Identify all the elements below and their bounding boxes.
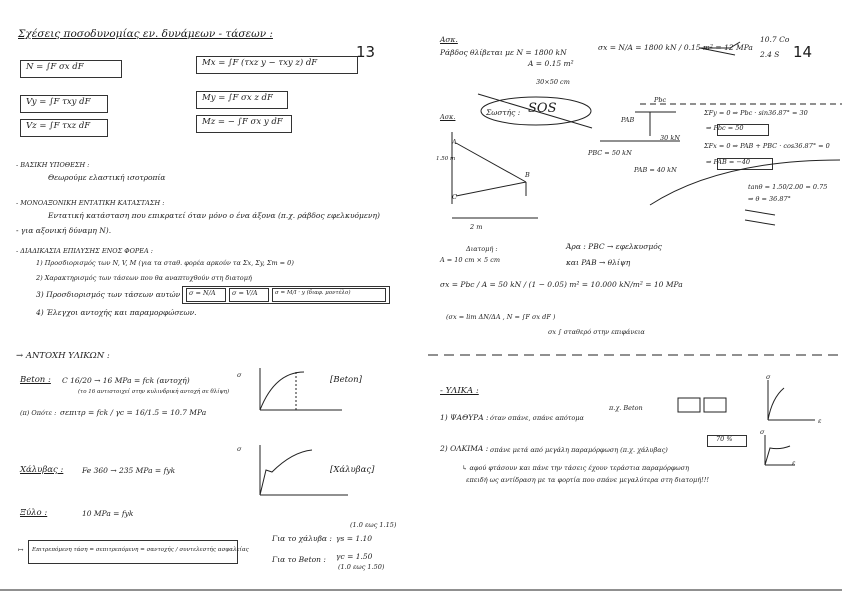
- dim-height: 1.50 m: [436, 156, 456, 162]
- pab-label: PAB: [621, 116, 635, 124]
- force-w-label: 30 kN: [660, 134, 680, 142]
- separator-curve: [650, 160, 840, 205]
- uniaxial-text-2: - για αξονική δύναμη Ν).: [16, 226, 112, 235]
- right-arrows: [745, 210, 775, 225]
- wood-label: Ξύλο :: [20, 508, 48, 518]
- rod-stress-eq: σx = N/A = 1800 kN / 0.15 m² = 12 MPa: [598, 43, 753, 52]
- allowable-arrow: ↦: [18, 546, 24, 554]
- uniaxial-text-1: Εντατική κατάσταση που επικρατεί όταν μόνο ο ένα άξονα (π.χ. ράβδος εφελκυόμενη): [48, 211, 380, 220]
- rod-arrow: [700, 42, 740, 55]
- safety-formula: σεπιτρ = fck / γc = 16/1.5 = 10.7 MPa: [60, 408, 207, 417]
- allowable-stress: Επιτρεπόμενη τάση = σεπιτρεπόμενη = σαντοχής / συντελεστής ασφαλείας: [32, 547, 249, 553]
- steel-text: Fe 360 → 235 MPa = fyk: [82, 466, 176, 475]
- stress-bending: σ = M/I · y (διαφ. μοντέλο): [275, 290, 351, 296]
- chart2-curve: [260, 450, 312, 495]
- stress-axial: σ = N/A: [189, 289, 216, 297]
- section-text: A = 10 cm × 5 cm: [440, 256, 500, 264]
- tan-eq: tanθ = 1.50/2.00 = 0.75: [748, 183, 828, 191]
- result-tension: Άρα : PBC → εφελκυσμός: [566, 242, 662, 251]
- procedure-step-4: 4) Έλεγχοι αντοχής και παραμορφώσεων.: [36, 308, 197, 317]
- node-b-label: B: [525, 171, 530, 179]
- safety-label: (π) Οπότε :: [20, 409, 57, 417]
- resistance-title: → ΑΝΤΟΧΗ ΥΛΙΚΩΝ :: [16, 351, 110, 361]
- page-number-right: 14: [793, 43, 813, 61]
- chart2-tag: [Χάλυβας]: [330, 465, 375, 475]
- dim-width: 2 m: [470, 223, 483, 231]
- rod-result-2: 2.4 S: [760, 50, 780, 59]
- page-number-left: 13: [356, 43, 376, 61]
- steel-range: (1.0 εως 1.15): [350, 521, 397, 529]
- brittle-text: όταν σπάνε, σπάνε απότομα: [490, 414, 584, 422]
- ductile-chart-y: σ: [760, 428, 765, 436]
- brittle-rect-2: [704, 398, 726, 412]
- ductile-tag: 70 %: [716, 435, 733, 443]
- procedure-step-2: 2) Χαρακτηρισμός των τάσεων που θα αναπτυχθούν στη διατομή: [36, 274, 252, 282]
- procedure-step-1: 1) Προσδιορισμός των N, V, M (για τα σταθ. φορέα αρκούν τα Σx, Σy, Σm = 0): [36, 259, 294, 267]
- force-pab: PAB = 40 kN: [634, 166, 677, 174]
- eq-sum-fy: ΣFy = 0 ⇒ Pbc · sin36.87° = 30: [704, 109, 808, 117]
- concrete-label: Beton :: [20, 375, 51, 385]
- ductile-chart-x: ε: [792, 459, 796, 467]
- rod-text: Ράβδος θλίβεται με N = 1800 kN: [440, 48, 567, 57]
- brittle-chart-x: ε: [818, 417, 822, 425]
- steel-label: Χάλυβας :: [20, 465, 64, 475]
- rod-dims: 30×50 cm: [536, 78, 570, 86]
- procedure-title: - ΔΙΑΔΙΚΑΣΙΑ ΕΠΙΛΥΣΗΣ ΕΝΟΣ ΦΟΡΕΑ :: [16, 247, 153, 255]
- sos-label: Σωστής :: [486, 108, 521, 117]
- brittle-label: 1) ΨΑΘΥΡΑ :: [440, 413, 489, 422]
- chart1-ylabel: σ: [237, 371, 242, 379]
- result-compression: και PAB → θλίψη: [566, 258, 631, 267]
- formula-vz: Vz = ∫F τxz dF: [26, 121, 91, 131]
- node-c-label: C: [452, 193, 457, 201]
- formula-n: N = ∫F σx dF: [26, 62, 84, 72]
- wood-text: 10 MPa = fyk: [82, 509, 134, 518]
- section-label: Διατομή :: [466, 245, 498, 253]
- ductile-text: σπάνε μετά από μεγάλη παραμόρφωση (π.χ. χάλυβας): [490, 446, 668, 454]
- chart1-tag: [Beton]: [330, 375, 362, 385]
- eq-sum-fx-result: ⇒ PAB = −40: [706, 158, 751, 166]
- ductile-label: 2) ΟΛΚΙΜΑ :: [440, 444, 489, 453]
- chart2-ylabel: σ: [237, 445, 242, 453]
- brittle-example: π.χ. Beton: [609, 404, 643, 412]
- procedure-step-3: 3) Προσδιορισμός των τάσεων αυτών: [36, 290, 181, 299]
- ductile-chart-curve: [765, 446, 790, 465]
- example2-label: Ασκ.: [440, 113, 456, 121]
- pbc-label: Pbc: [654, 96, 667, 104]
- steel-factor: γs = 1.10: [336, 534, 373, 543]
- rod-result-1: 10.7 Co: [760, 35, 790, 44]
- ductile-note-1: ↳ αφού φτάσουν και πάνε την τάσεις έχουν τεράστια παραμόρφωση: [462, 464, 690, 472]
- steel-factor-label: Για το χάλυβα :: [272, 534, 332, 543]
- formula-mz: Mz = − ∫F σx y dF: [202, 117, 283, 127]
- node-a-label: A: [452, 138, 457, 146]
- brittle-chart-y: σ: [766, 373, 771, 381]
- formula-vy: Vy = ∫F τxy dF: [26, 97, 91, 107]
- chart1-curve: [260, 372, 304, 410]
- concrete-range: (1.0 εως 1.50): [338, 563, 385, 571]
- concrete-factor-label: Για το Beton :: [272, 555, 326, 564]
- force-pbc: PBC = 50 kN: [588, 149, 632, 157]
- sos-strike: [478, 94, 592, 128]
- basic-idea-text: Θεωρούμε ελαστική ισοτροπία: [48, 173, 166, 182]
- truss-member-bc: [456, 143, 526, 182]
- heading-force-stress: Σχέσεις ποσοδυνομίας εν. δυνάμεων - τάσεων :: [18, 28, 273, 40]
- materials-title: - ΥΛΙΚΑ :: [440, 386, 479, 396]
- eq-sum-fx: ΣFx = 0 ⇒ PAB + PBC · cos36.87° = 0: [704, 142, 830, 150]
- limit-equation: (σx = lim ΔN/ΔA , N = ∫F σx dF ): [446, 313, 556, 321]
- rod-area: A = 0.15 m²: [528, 59, 574, 68]
- brittle-rect-1: [678, 398, 700, 412]
- formula-my: My = ∫F σx z dF: [202, 93, 273, 103]
- concrete-text: C 16/20 → 16 MPa = fck (αντοχή): [62, 376, 190, 385]
- uniaxial-title: - ΜΟΝΟΑΞΟΝΙΚΗ ΕΝΤΑΤΙΚΗ ΚΑΤΑΣΤΑΣΗ :: [16, 199, 165, 207]
- stress-shear: σ = V/A: [232, 289, 258, 297]
- concrete-factor: γc = 1.50: [336, 552, 373, 561]
- example1-label: Ασκ.: [440, 35, 458, 44]
- eq-sum-fy-result: ⇒ Pbc = 50: [706, 124, 744, 132]
- formula-mx: Mx = ∫F (τxz y − τxy z) dF: [202, 58, 318, 68]
- basic-idea-title: - ΒΑΣΙΚΗ ΥΠΟΘΕΣΗ :: [16, 161, 90, 169]
- brittle-chart-curve: [768, 388, 784, 420]
- sos-text: SOS: [528, 101, 557, 116]
- ductile-note-2: επειδή ως αντίδραση με τα φορτία που σπάνε μεγαλύτερα στη διατομή!!!: [466, 476, 709, 484]
- truss-member-ab: [456, 182, 526, 196]
- concrete-note: (το 16 αντιστοιχεί στην κυλινδρική αντοχή σε θλίψη): [78, 389, 230, 395]
- limit-note: σx ∫ σταθερό στην επιφάνεια: [548, 328, 645, 336]
- theta-eq: ⇒ θ = 36.87°: [748, 195, 791, 203]
- stress-calculation: σx = Pbc / A = 50 kN / (1 − 0.05) m² = 10.000 kN/m² = 10 MPa: [440, 280, 683, 289]
